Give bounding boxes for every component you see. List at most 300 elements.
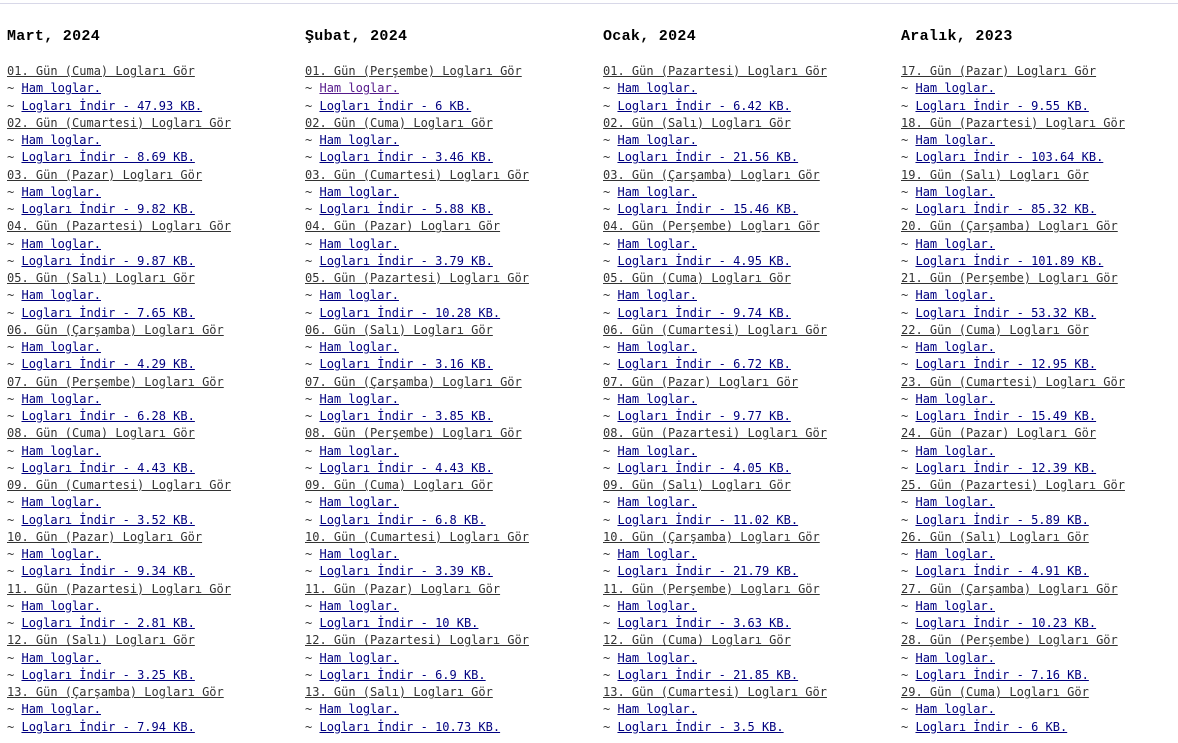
view-day-logs-link[interactable]: 28. Gün (Perşembe) Logları Gör (901, 633, 1118, 648)
download-logs-row (305, 305, 595, 322)
view-day-logs-link[interactable]: 12. Gün (Salı) Logları Gör (7, 633, 195, 648)
download-logs-link[interactable]: Logları İndir - 3.52 KB. (21, 512, 195, 527)
raw-logs-row (901, 184, 1178, 201)
raw-logs-row (7, 236, 297, 253)
download-logs-link[interactable]: Logları İndir - 6.42 KB. (617, 98, 791, 113)
download-logs-link[interactable]: Logları İndir - 15.49 KB. (915, 409, 1097, 423)
tilde-bullet: ~ (305, 288, 313, 303)
raw-logs-link[interactable]: Ham loglar. (319, 702, 399, 717)
tilde-bullet: ~ (7, 253, 15, 268)
raw-logs-link[interactable]: Ham loglar. (21, 650, 101, 665)
view-day-logs-link[interactable]: 03. Gün (Cumartesi) Logları Gör (305, 167, 529, 182)
raw-logs-link[interactable]: Ham loglar. (319, 81, 399, 96)
tilde-bullet: ~ (901, 409, 909, 423)
raw-logs-link[interactable]: Ham loglar. (319, 340, 399, 354)
download-logs-row (305, 563, 595, 580)
view-day-logs-link[interactable]: 07. Gün (Pazar) Logları Gör (603, 374, 799, 389)
tilde-bullet: ~ (901, 547, 909, 561)
raw-logs-link[interactable]: Ham loglar. (915, 391, 995, 406)
download-logs-link[interactable]: Logları İndir - 6.9 KB. (319, 667, 486, 682)
download-logs-link[interactable]: Logları İndir - 4.91 KB. (915, 564, 1089, 579)
download-logs-link[interactable]: Logları İndir - 9.34 KB. (21, 564, 195, 579)
raw-logs-link[interactable]: Ham loglar. (21, 81, 101, 96)
download-logs-row (603, 615, 893, 632)
view-day-logs-link[interactable]: 02. Gün (Salı) Logları Gör (603, 115, 791, 130)
raw-logs-row (603, 287, 893, 304)
download-logs-link[interactable]: Logları İndir - 3.16 KB. (319, 357, 493, 372)
download-logs-row (901, 253, 1178, 270)
raw-logs-link[interactable]: Ham loglar. (21, 340, 101, 354)
day-row (901, 684, 1178, 701)
raw-logs-row (901, 132, 1178, 149)
raw-logs-link[interactable]: Ham loglar. (21, 598, 101, 613)
download-logs-row (901, 667, 1178, 684)
day-row (603, 115, 893, 132)
download-logs-link[interactable]: Logları İndir - 9.74 KB. (617, 305, 791, 320)
download-logs-link[interactable]: Logları İndir - 10.28 KB. (319, 305, 501, 320)
download-logs-link[interactable]: Logları İndir - 5.89 KB. (915, 512, 1089, 527)
view-day-logs-link[interactable]: 08. Gün (Cuma) Logları Gör (7, 426, 195, 441)
download-logs-link[interactable]: Logları İndir - 9.82 KB. (21, 202, 195, 216)
raw-logs-link[interactable]: Ham loglar. (617, 340, 697, 354)
raw-logs-link[interactable]: Ham loglar. (21, 443, 101, 458)
view-day-logs-link[interactable]: 06. Gün (Salı) Logları Gör (305, 322, 493, 337)
download-logs-row (603, 356, 893, 373)
tilde-bullet: ~ (603, 512, 611, 527)
download-logs-link[interactable]: Logları İndir - 53.32 KB. (915, 305, 1097, 320)
raw-logs-link[interactable]: Ham loglar. (617, 495, 697, 510)
view-day-logs-link[interactable]: 13. Gün (Salı) Logları Gör (305, 685, 493, 699)
view-day-logs-link[interactable]: 20. Gün (Çarşamba) Logları Gör (901, 219, 1118, 234)
raw-logs-row (901, 339, 1178, 356)
download-logs-row (603, 563, 893, 580)
month-column (7, 27, 297, 736)
download-logs-link[interactable]: Logları İndir - 15.46 KB. (617, 202, 799, 216)
view-day-logs-link[interactable]: 25. Gün (Pazartesi) Logları Gör (901, 478, 1125, 492)
tilde-bullet: ~ (603, 667, 611, 682)
download-logs-row (901, 460, 1178, 477)
download-logs-link[interactable]: Logları İndir - 7.16 KB. (915, 667, 1089, 682)
raw-logs-link[interactable]: Ham loglar. (319, 184, 399, 199)
tilde-bullet: ~ (7, 495, 15, 510)
download-logs-link[interactable]: Logları İndir - 47.93 KB. (21, 98, 203, 113)
view-day-logs-link[interactable]: 07. Gün (Çarşamba) Logları Gör (305, 374, 522, 389)
tilde-bullet: ~ (901, 616, 909, 630)
raw-logs-row (603, 80, 893, 97)
download-logs-link[interactable]: Logları İndir - 21.79 KB. (617, 564, 799, 579)
tilde-bullet: ~ (7, 616, 15, 630)
view-day-logs-link[interactable]: 09. Gün (Salı) Logları Gör (603, 478, 791, 492)
raw-logs-link[interactable]: Ham loglar. (617, 81, 697, 96)
raw-logs-row (901, 650, 1178, 667)
download-logs-row (7, 253, 297, 270)
raw-logs-link[interactable]: Ham loglar. (319, 391, 399, 406)
raw-logs-row (603, 598, 893, 615)
view-day-logs-link[interactable]: 10. Gün (Cumartesi) Logları Gör (305, 529, 529, 544)
view-day-logs-link[interactable]: 11. Gün (Pazar) Logları Gör (305, 581, 501, 596)
raw-logs-link[interactable]: Ham loglar. (21, 495, 101, 510)
view-day-logs-link[interactable]: 13. Gün (Çarşamba) Logları Gör (7, 685, 224, 699)
download-logs-link[interactable]: Logları İndir - 2.81 KB. (21, 616, 195, 630)
download-logs-link[interactable]: Logları İndir - 3.25 KB. (21, 667, 195, 682)
download-logs-row (305, 253, 595, 270)
tilde-bullet: ~ (7, 719, 15, 734)
month-column (901, 27, 1178, 736)
tilde-bullet: ~ (305, 547, 313, 561)
tilde-bullet: ~ (603, 133, 611, 147)
download-logs-link[interactable]: Logları İndir - 3.79 KB. (319, 253, 493, 268)
tilde-bullet: ~ (603, 288, 611, 303)
download-logs-link[interactable]: Logları İndir - 3.63 KB. (617, 616, 791, 630)
tilde-bullet: ~ (305, 702, 313, 717)
download-logs-row (901, 201, 1178, 218)
day-row (305, 167, 595, 184)
tilde-bullet: ~ (305, 340, 313, 354)
tilde-bullet: ~ (603, 650, 611, 665)
download-logs-row (305, 615, 595, 632)
raw-logs-link[interactable]: Ham loglar. (617, 598, 697, 613)
raw-logs-row (603, 391, 893, 408)
download-logs-row (901, 719, 1178, 736)
view-day-logs-link[interactable]: 01. Gün (Cuma) Logları Gör (7, 64, 195, 78)
download-logs-link[interactable]: Logları İndir - 85.32 KB. (915, 202, 1097, 216)
day-row (603, 477, 893, 494)
download-logs-row (7, 98, 297, 115)
day-row (305, 425, 595, 442)
view-day-logs-link[interactable]: 11. Gün (Pazartesi) Logları Gör (7, 581, 231, 596)
tilde-bullet: ~ (305, 667, 313, 682)
raw-logs-link[interactable]: Ham loglar. (21, 184, 101, 199)
tilde-bullet: ~ (305, 253, 313, 268)
raw-logs-link[interactable]: Ham loglar. (915, 702, 995, 717)
tilde-bullet: ~ (901, 564, 909, 579)
raw-logs-link[interactable]: Ham loglar. (319, 495, 399, 510)
tilde-bullet: ~ (901, 340, 909, 354)
download-logs-link[interactable]: Logları İndir - 6.72 KB. (617, 357, 791, 372)
view-day-logs-link[interactable]: 03. Gün (Çarşamba) Logları Gör (603, 167, 820, 182)
download-logs-row (7, 408, 297, 425)
raw-logs-link[interactable]: Ham loglar. (915, 236, 995, 251)
raw-logs-row (901, 494, 1178, 511)
raw-logs-link[interactable]: Ham loglar. (21, 133, 101, 147)
tilde-bullet: ~ (305, 495, 313, 510)
day-row (901, 425, 1178, 442)
tilde-bullet: ~ (7, 702, 15, 717)
tilde-bullet: ~ (305, 150, 313, 165)
tilde-bullet: ~ (7, 288, 15, 303)
day-row (7, 167, 297, 184)
download-logs-link[interactable]: Logları İndir - 21.56 KB. (617, 150, 799, 165)
tilde-bullet: ~ (901, 81, 909, 96)
tilde-bullet: ~ (603, 357, 611, 372)
tilde-bullet: ~ (901, 443, 909, 458)
download-logs-link[interactable]: Logları İndir - 6.8 KB. (319, 512, 486, 527)
view-day-logs-link[interactable]: 17. Gün (Pazar) Logları Gör (901, 64, 1097, 78)
download-logs-row (901, 98, 1178, 115)
download-logs-row (305, 512, 595, 529)
download-logs-link[interactable]: Logları İndir - 10 KB. (319, 616, 479, 630)
download-logs-row (901, 615, 1178, 632)
download-logs-link[interactable]: Logları İndir - 7.94 KB. (21, 719, 195, 734)
raw-logs-link[interactable]: Ham loglar. (915, 495, 995, 510)
view-day-logs-link[interactable]: 02. Gün (Cuma) Logları Gör (305, 115, 493, 130)
day-row (603, 167, 893, 184)
tilde-bullet: ~ (603, 184, 611, 199)
raw-logs-link[interactable]: Ham loglar. (617, 391, 697, 406)
tilde-bullet: ~ (305, 443, 313, 458)
day-row (7, 270, 297, 287)
raw-logs-link[interactable]: Ham loglar. (21, 702, 101, 717)
tilde-bullet: ~ (305, 564, 313, 579)
tilde-bullet: ~ (7, 202, 15, 216)
view-day-logs-link[interactable]: 10. Gün (Çarşamba) Logları Gör (603, 529, 820, 544)
raw-logs-link[interactable]: Ham loglar. (617, 702, 697, 717)
raw-logs-link[interactable]: Ham loglar. (319, 133, 399, 147)
download-logs-link[interactable]: Logları İndir - 4.05 KB. (617, 460, 791, 475)
tilde-bullet: ~ (901, 150, 909, 165)
raw-logs-row (603, 546, 893, 563)
day-row (901, 270, 1178, 287)
raw-logs-link[interactable]: Ham loglar. (21, 391, 101, 406)
raw-logs-link[interactable]: Ham loglar. (319, 443, 399, 458)
view-day-logs-link[interactable]: 26. Gün (Salı) Logları Gör (901, 529, 1089, 544)
download-logs-row (7, 512, 297, 529)
download-logs-row (603, 305, 893, 322)
raw-logs-link[interactable]: Ham loglar. (21, 288, 101, 303)
raw-logs-link[interactable]: Ham loglar. (617, 184, 697, 199)
raw-logs-row (305, 132, 595, 149)
view-day-logs-link[interactable]: 12. Gün (Cuma) Logları Gör (603, 633, 791, 648)
tilde-bullet: ~ (305, 184, 313, 199)
raw-logs-link[interactable]: Ham loglar. (915, 288, 995, 303)
download-logs-link[interactable]: Logları İndir - 9.55 KB. (915, 98, 1089, 113)
view-day-logs-link[interactable]: 01. Gün (Pazartesi) Logları Gör (603, 64, 827, 78)
download-logs-row (7, 460, 297, 477)
view-day-logs-link[interactable]: 08. Gün (Perşembe) Logları Gör (305, 426, 522, 441)
day-row (603, 684, 893, 701)
download-logs-row (603, 149, 893, 166)
raw-logs-link[interactable]: Ham loglar. (319, 598, 399, 613)
day-row (7, 684, 297, 701)
tilde-bullet: ~ (901, 650, 909, 665)
raw-logs-link[interactable]: Ham loglar. (319, 288, 399, 303)
download-logs-link[interactable]: Logları İndir - 21.85 KB. (617, 667, 799, 682)
tilde-bullet: ~ (603, 98, 611, 113)
raw-logs-row (305, 701, 595, 718)
download-logs-link[interactable]: Logları İndir - 3.85 KB. (319, 409, 493, 423)
raw-logs-link[interactable]: Ham loglar. (319, 650, 399, 665)
download-logs-row (305, 408, 595, 425)
tilde-bullet: ~ (603, 598, 611, 613)
download-logs-link[interactable]: Logları İndir - 3.39 KB. (319, 564, 493, 579)
day-row (305, 322, 595, 339)
month-title: Şubat, 2024 (305, 28, 408, 45)
tilde-bullet: ~ (305, 98, 313, 113)
download-logs-link[interactable]: Logları İndir - 7.65 KB. (21, 305, 195, 320)
download-logs-row (603, 408, 893, 425)
view-day-logs-link[interactable]: 07. Gün (Perşembe) Logları Gör (7, 374, 224, 389)
raw-logs-link[interactable]: Ham loglar. (915, 340, 995, 354)
day-row (7, 63, 297, 80)
view-day-logs-link[interactable]: 18. Gün (Pazartesi) Logları Gör (901, 115, 1125, 130)
download-logs-row (901, 563, 1178, 580)
view-day-logs-link[interactable]: 04. Gün (Pazartesi) Logları Gör (7, 219, 231, 234)
tilde-bullet: ~ (7, 443, 15, 458)
raw-logs-row (7, 391, 297, 408)
download-logs-link[interactable]: Logları İndir - 6.28 KB. (21, 409, 195, 423)
raw-logs-row (7, 443, 297, 460)
download-logs-row (305, 719, 595, 736)
raw-logs-link[interactable]: Ham loglar. (617, 236, 697, 251)
view-day-logs-link[interactable]: 24. Gün (Pazar) Logları Gör (901, 426, 1097, 441)
view-day-logs-link[interactable]: 05. Gün (Salı) Logları Gör (7, 271, 195, 285)
raw-logs-row (305, 443, 595, 460)
download-logs-link[interactable]: Logları İndir - 3.5 KB. (617, 719, 784, 734)
raw-logs-row (603, 184, 893, 201)
download-logs-link[interactable]: Logları İndir - 3.46 KB. (319, 150, 493, 165)
view-day-logs-link[interactable]: 19. Gün (Salı) Logları Gör (901, 167, 1089, 182)
download-logs-link[interactable]: Logları İndir - 103.64 KB. (915, 150, 1104, 165)
view-day-logs-link[interactable]: 27. Gün (Çarşamba) Logları Gör (901, 581, 1118, 596)
tilde-bullet: ~ (305, 236, 313, 251)
tilde-bullet: ~ (901, 133, 909, 147)
view-day-logs-link[interactable]: 08. Gün (Pazartesi) Logları Gör (603, 426, 827, 441)
view-day-logs-link[interactable]: 06. Gün (Cumartesi) Logları Gör (603, 322, 827, 337)
download-logs-link[interactable]: Logları İndir - 10.73 KB. (319, 719, 501, 734)
day-row (305, 684, 595, 701)
view-day-logs-link[interactable]: 11. Gün (Perşembe) Logları Gör (603, 581, 820, 596)
view-day-logs-link[interactable]: 23. Gün (Cumartesi) Logları Gör (901, 374, 1125, 389)
raw-logs-link[interactable]: Ham loglar. (21, 236, 101, 251)
tilde-bullet: ~ (901, 305, 909, 320)
raw-logs-row (901, 598, 1178, 615)
download-logs-link[interactable]: Logları İndir - 12.95 KB. (915, 357, 1097, 372)
view-day-logs-link[interactable]: 21. Gün (Perşembe) Logları Gör (901, 271, 1118, 285)
raw-logs-row (305, 287, 595, 304)
raw-logs-link[interactable]: Ham loglar. (617, 288, 697, 303)
tilde-bullet: ~ (901, 391, 909, 406)
raw-logs-link[interactable]: Ham loglar. (915, 81, 995, 96)
tilde-bullet: ~ (7, 409, 15, 423)
view-day-logs-link[interactable]: 05. Gün (Pazartesi) Logları Gör (305, 271, 529, 285)
raw-logs-row (7, 287, 297, 304)
view-day-logs-link[interactable]: 01. Gün (Perşembe) Logları Gör (305, 64, 522, 78)
raw-logs-link[interactable]: Ham loglar. (21, 547, 101, 561)
tilde-bullet: ~ (603, 391, 611, 406)
download-logs-row (7, 615, 297, 632)
download-logs-link[interactable]: Logları İndir - 8.69 KB. (21, 150, 195, 165)
view-day-logs-link[interactable]: 09. Gün (Cuma) Logları Gör (305, 478, 493, 492)
tilde-bullet: ~ (603, 495, 611, 510)
day-row (603, 63, 893, 80)
tilde-bullet: ~ (305, 133, 313, 147)
download-logs-row (7, 356, 297, 373)
day-row (603, 425, 893, 442)
download-logs-link[interactable]: Logları İndir - 9.77 KB. (617, 409, 791, 423)
raw-logs-link[interactable]: Ham loglar. (617, 650, 697, 665)
tilde-bullet: ~ (901, 236, 909, 251)
view-day-logs-link[interactable]: 13. Gün (Cumartesi) Logları Gör (603, 685, 827, 699)
view-day-logs-link[interactable]: 22. Gün (Cuma) Logları Gör (901, 322, 1089, 337)
raw-logs-link[interactable]: Ham loglar. (915, 184, 995, 199)
download-logs-row (7, 667, 297, 684)
raw-logs-link[interactable]: Ham loglar. (617, 547, 697, 561)
day-log-list (305, 63, 595, 736)
day-row (603, 322, 893, 339)
day-row (305, 270, 595, 287)
tilde-bullet: ~ (603, 81, 611, 96)
day-row (901, 218, 1178, 235)
raw-logs-link[interactable]: Ham loglar. (617, 133, 697, 147)
download-logs-link[interactable]: Logları İndir - 9.87 KB. (21, 253, 195, 268)
view-day-logs-link[interactable]: 12. Gün (Pazartesi) Logları Gör (305, 633, 529, 648)
download-logs-link[interactable]: Logları İndir - 101.89 KB. (915, 253, 1104, 268)
download-logs-link[interactable]: Logları İndir - 4.29 KB. (21, 357, 195, 372)
raw-logs-link[interactable]: Ham loglar. (319, 236, 399, 251)
raw-logs-link[interactable]: Ham loglar. (915, 598, 995, 613)
view-day-logs-link[interactable]: 03. Gün (Pazar) Logları Gör (7, 167, 203, 182)
download-logs-link[interactable]: Logları İndir - 4.43 KB. (21, 460, 195, 475)
raw-logs-row (305, 598, 595, 615)
view-day-logs-link[interactable]: 09. Gün (Cumartesi) Logları Gör (7, 478, 231, 492)
day-row (7, 425, 297, 442)
top-divider (0, 3, 1178, 4)
download-logs-row (7, 563, 297, 580)
day-log-list (7, 63, 297, 736)
view-day-logs-link[interactable]: 04. Gün (Perşembe) Logları Gör (603, 219, 820, 234)
tilde-bullet: ~ (305, 512, 313, 527)
raw-logs-link[interactable]: Ham loglar. (319, 547, 399, 561)
raw-logs-link[interactable]: Ham loglar. (915, 650, 995, 665)
download-logs-row (901, 408, 1178, 425)
raw-logs-row (305, 184, 595, 201)
tilde-bullet: ~ (603, 340, 611, 354)
download-logs-link[interactable]: Logları İndir - 11.02 KB. (617, 512, 799, 527)
tilde-bullet: ~ (901, 288, 909, 303)
download-logs-link[interactable]: Logları İndir - 12.39 KB. (915, 460, 1097, 475)
raw-logs-row (7, 701, 297, 718)
view-day-logs-link[interactable]: 10. Gün (Pazar) Logları Gör (7, 529, 203, 544)
tilde-bullet: ~ (7, 460, 15, 475)
download-logs-link[interactable]: Logları İndir - 6 KB. (915, 719, 1068, 734)
view-day-logs-link[interactable]: 05. Gün (Cuma) Logları Gör (603, 271, 791, 285)
raw-logs-row (901, 701, 1178, 718)
download-logs-link[interactable]: Logları İndir - 10.23 KB. (915, 616, 1097, 630)
download-logs-link[interactable]: Logları İndir - 6 KB. (319, 98, 472, 113)
view-day-logs-link[interactable]: 06. Gün (Çarşamba) Logları Gör (7, 322, 224, 337)
tilde-bullet: ~ (603, 702, 611, 717)
raw-logs-link[interactable]: Ham loglar. (915, 547, 995, 561)
download-logs-row (603, 719, 893, 736)
tilde-bullet: ~ (603, 305, 611, 320)
view-day-logs-link[interactable]: 02. Gün (Cumartesi) Logları Gör (7, 115, 231, 130)
raw-logs-link[interactable]: Ham loglar. (617, 443, 697, 458)
tilde-bullet: ~ (603, 547, 611, 561)
download-logs-link[interactable]: Logları İndir - 4.43 KB. (319, 460, 493, 475)
view-day-logs-link[interactable]: 29. Gün (Cuma) Logları Gör (901, 685, 1089, 699)
tilde-bullet: ~ (901, 512, 909, 527)
day-row (7, 477, 297, 494)
raw-logs-link[interactable]: Ham loglar. (915, 443, 995, 458)
day-row (305, 529, 595, 546)
day-row (603, 270, 893, 287)
view-day-logs-link[interactable]: 04. Gün (Pazar) Logları Gör (305, 219, 501, 234)
raw-logs-link[interactable]: Ham loglar. (915, 133, 995, 147)
download-logs-link[interactable]: Logları İndir - 5.88 KB. (319, 202, 493, 216)
download-logs-link[interactable]: Logları İndir - 4.95 KB. (617, 253, 791, 268)
tilde-bullet: ~ (901, 357, 909, 372)
day-row (901, 477, 1178, 494)
